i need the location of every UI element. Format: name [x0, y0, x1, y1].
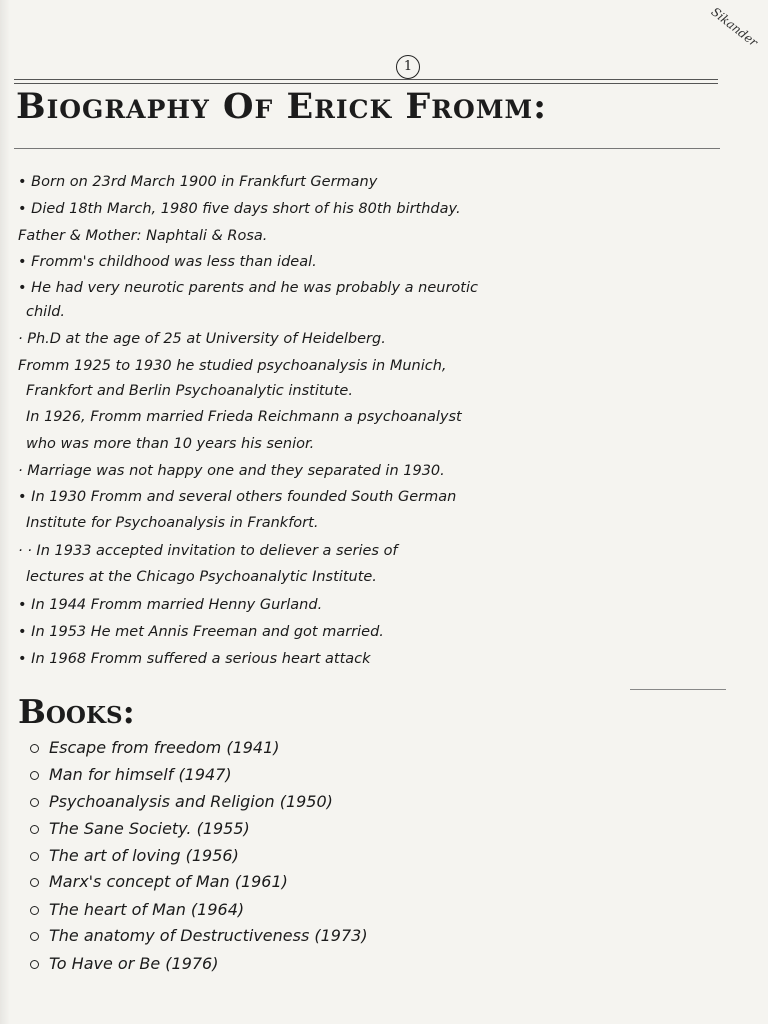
- circle-bullet-icon: [30, 960, 39, 969]
- bio-line-frankfort-institute: Institute for Psychoanalysis in Frankfort.: [26, 515, 319, 531]
- book-title: Marx's concept of Man (1961): [49, 872, 288, 891]
- book-item: [30, 954, 218, 973]
- circle-bullet-icon: [30, 878, 39, 887]
- header-rule-bottom: [14, 83, 718, 84]
- book-item: [30, 872, 288, 891]
- circle-bullet-icon: [30, 906, 39, 915]
- page-number: 1: [396, 55, 420, 79]
- bio-line-neurotic-parents: • He had very neurotic parents and he was probably a neurotic: [18, 280, 478, 296]
- book-item: [30, 738, 280, 757]
- bio-line-married-1926: In 1926, Fromm married Frieda Reichmann a psychoanalyst: [26, 409, 462, 425]
- bio-line-institute: Frankfort and Berlin Psychoanalytic institute.: [26, 383, 353, 399]
- book-title: Man for himself (1947): [49, 765, 232, 784]
- book-title: The Sane Society. (1955): [49, 819, 250, 838]
- bio-line-born: • Born on 23rd March 1900 in Frankfurt Germany: [18, 174, 378, 190]
- bio-line-childhood: • Fromm's childhood was less than ideal.: [18, 254, 317, 270]
- bio-line-phd: · Ph.D at the age of 25 at University of Heidelberg.: [18, 331, 386, 347]
- bio-line-senior: who was more than 10 years his senior.: [26, 436, 315, 452]
- bio-line-neurotic-child: child.: [26, 304, 66, 320]
- book-title: The art of loving (1956): [49, 846, 239, 865]
- book-item: [30, 819, 250, 838]
- bio-line-1944: • In 1944 Fromm married Henny Gurland.: [18, 597, 323, 613]
- title-underline: [14, 148, 720, 149]
- page-title: Biography Of Erick Fromm:: [16, 86, 548, 127]
- circle-bullet-icon: [30, 798, 39, 807]
- bio-line-1968: • In 1968 Fromm suffered a serious heart attack: [18, 651, 371, 667]
- book-title: The heart of Man (1964): [49, 900, 245, 919]
- circle-bullet-icon: [30, 771, 39, 780]
- header-rule-top: [14, 79, 718, 80]
- book-item: [30, 765, 232, 784]
- book-title: Escape from freedom (1941): [49, 738, 280, 757]
- book-title: The anatomy of Destructiveness (1973): [49, 926, 368, 945]
- bio-line-1953: • In 1953 He met Annis Freeman and got married.: [18, 624, 384, 640]
- circle-bullet-icon: [30, 932, 39, 941]
- corner-signature: Sikander: [708, 4, 761, 50]
- bio-line-died: • Died 18th March, 1980 five days short of his 80th birthday.: [18, 201, 461, 217]
- bio-line-1933: · · In 1933 accepted invitation to deliever a series of: [18, 543, 398, 559]
- circle-bullet-icon: [30, 852, 39, 861]
- bio-line-studied: Fromm 1925 to 1930 he studied psychoanalysis in Munich,: [18, 358, 447, 374]
- book-item: [30, 846, 239, 865]
- book-item: [30, 900, 244, 919]
- circle-bullet-icon: [30, 825, 39, 834]
- book-title: To Have or Be (1976): [49, 954, 219, 973]
- book-item: [30, 926, 368, 945]
- circle-bullet-icon: [30, 744, 39, 753]
- book-title: Psychoanalysis and Religion (1950): [49, 792, 333, 811]
- book-item: [30, 792, 333, 811]
- bio-line-founded: • In 1930 Fromm and several others founded South German: [18, 489, 457, 505]
- bio-line-parents: Father & Mother: Naphtali & Rosa.: [18, 228, 268, 244]
- bio-line-chicago: lectures at the Chicago Psychoanalytic Institute.: [26, 569, 377, 585]
- bio-line-separated: · Marriage was not happy one and they separated in 1930.: [18, 463, 445, 479]
- section-divider: [630, 689, 726, 690]
- books-heading: Books:: [18, 692, 135, 731]
